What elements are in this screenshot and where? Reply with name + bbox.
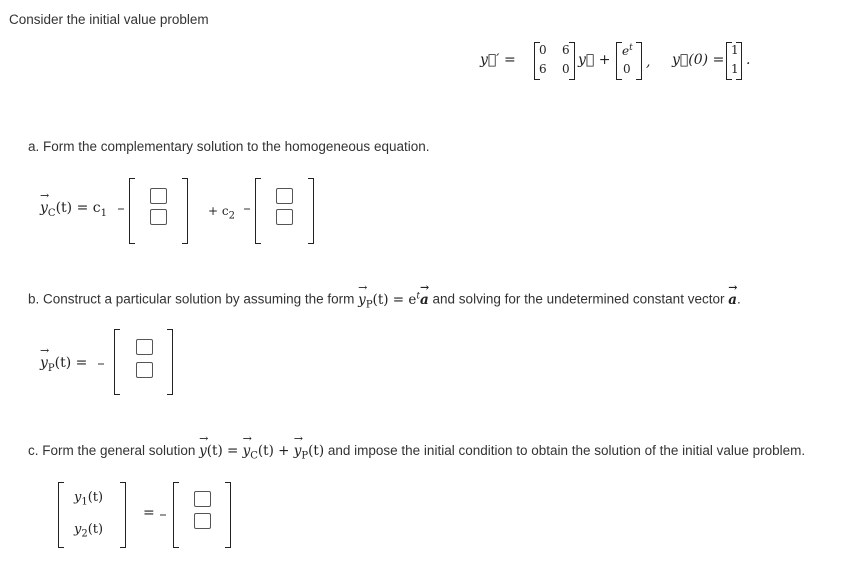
vec1-right-bracket [182, 178, 188, 244]
y1-label: $y_1(t)$ [74, 490, 104, 508]
ic-right-bracket [736, 42, 742, 80]
yvec-right-bracket [120, 482, 126, 548]
yp-label: → $y_P(t)$ = [40, 355, 87, 374]
ic-lhs: y⃗(0) = [672, 52, 725, 68]
vec2-top-input[interactable] [276, 188, 293, 204]
part-c-prompt: c. Form the general solution → y(t) = → $y_C(t)$ + → $y_P(t)$ and impose the initial condition to obtain the solution of the initial value problem. [28, 443, 805, 462]
yp-top-input[interactable] [136, 339, 153, 355]
ivp-lhs: y⃗′ = [480, 52, 516, 68]
vec2-right-bracket [308, 178, 314, 244]
forcing-zero: 0 [623, 62, 631, 76]
forcing-e: $e^t$ [622, 43, 633, 58]
y2-label: $y_2(t)$ [74, 522, 104, 540]
dash-3 [98, 363, 104, 365]
ysol-right-bracket [225, 482, 231, 548]
matrix-a21: 6 [539, 62, 547, 76]
ysol-left-bracket [173, 482, 179, 548]
equals-sign: = [143, 505, 155, 521]
ysol-bottom-input[interactable] [194, 513, 211, 529]
dash-1 [118, 208, 124, 210]
part-b-answer [40, 327, 240, 397]
part-a-answer [40, 176, 340, 246]
dash-4 [160, 514, 166, 516]
vec1-left-bracket [129, 178, 135, 244]
part-b-prompt: b. Construct a particular solution by assuming the form → $y_P(t) = e^t\to a$ and solving for the undetermined constant vector → a. [28, 291, 741, 310]
ic-bottom: 1 [731, 62, 739, 76]
yp-bottom-input[interactable] [136, 362, 153, 378]
matrix-a12: 6 [562, 43, 570, 57]
yc-label: → $y_C(t) = c_1$ [40, 200, 107, 219]
yp-left-bracket [114, 329, 120, 395]
ivp-times-vec: y⃗ + [578, 52, 611, 68]
vec2-bottom-input[interactable] [276, 209, 293, 225]
ivp-equation [480, 40, 760, 84]
vec1-bottom-input[interactable] [150, 209, 167, 225]
ivp-comma: , [646, 54, 651, 70]
ysol-top-input[interactable] [194, 491, 211, 507]
dash-2 [244, 208, 250, 210]
part-c-answer [56, 480, 256, 550]
ic-top: 1 [731, 43, 739, 57]
intro-text: Consider the initial value problem [9, 12, 209, 27]
matrix-right-bracket [569, 42, 575, 80]
matrix-a22: 0 [562, 62, 570, 76]
ic-period: . [746, 52, 751, 68]
plus-c2: + $c_2$ [208, 204, 235, 222]
vec2-left-bracket [255, 178, 261, 244]
matrix-a11: 0 [539, 43, 547, 57]
forcing-right-bracket [636, 42, 642, 80]
vec1-top-input[interactable] [150, 188, 167, 204]
part-a-prompt: a. Form the complementary solution to the homogeneous equation. [28, 139, 430, 154]
yp-right-bracket [167, 329, 173, 395]
yvec-left-bracket [58, 482, 64, 548]
